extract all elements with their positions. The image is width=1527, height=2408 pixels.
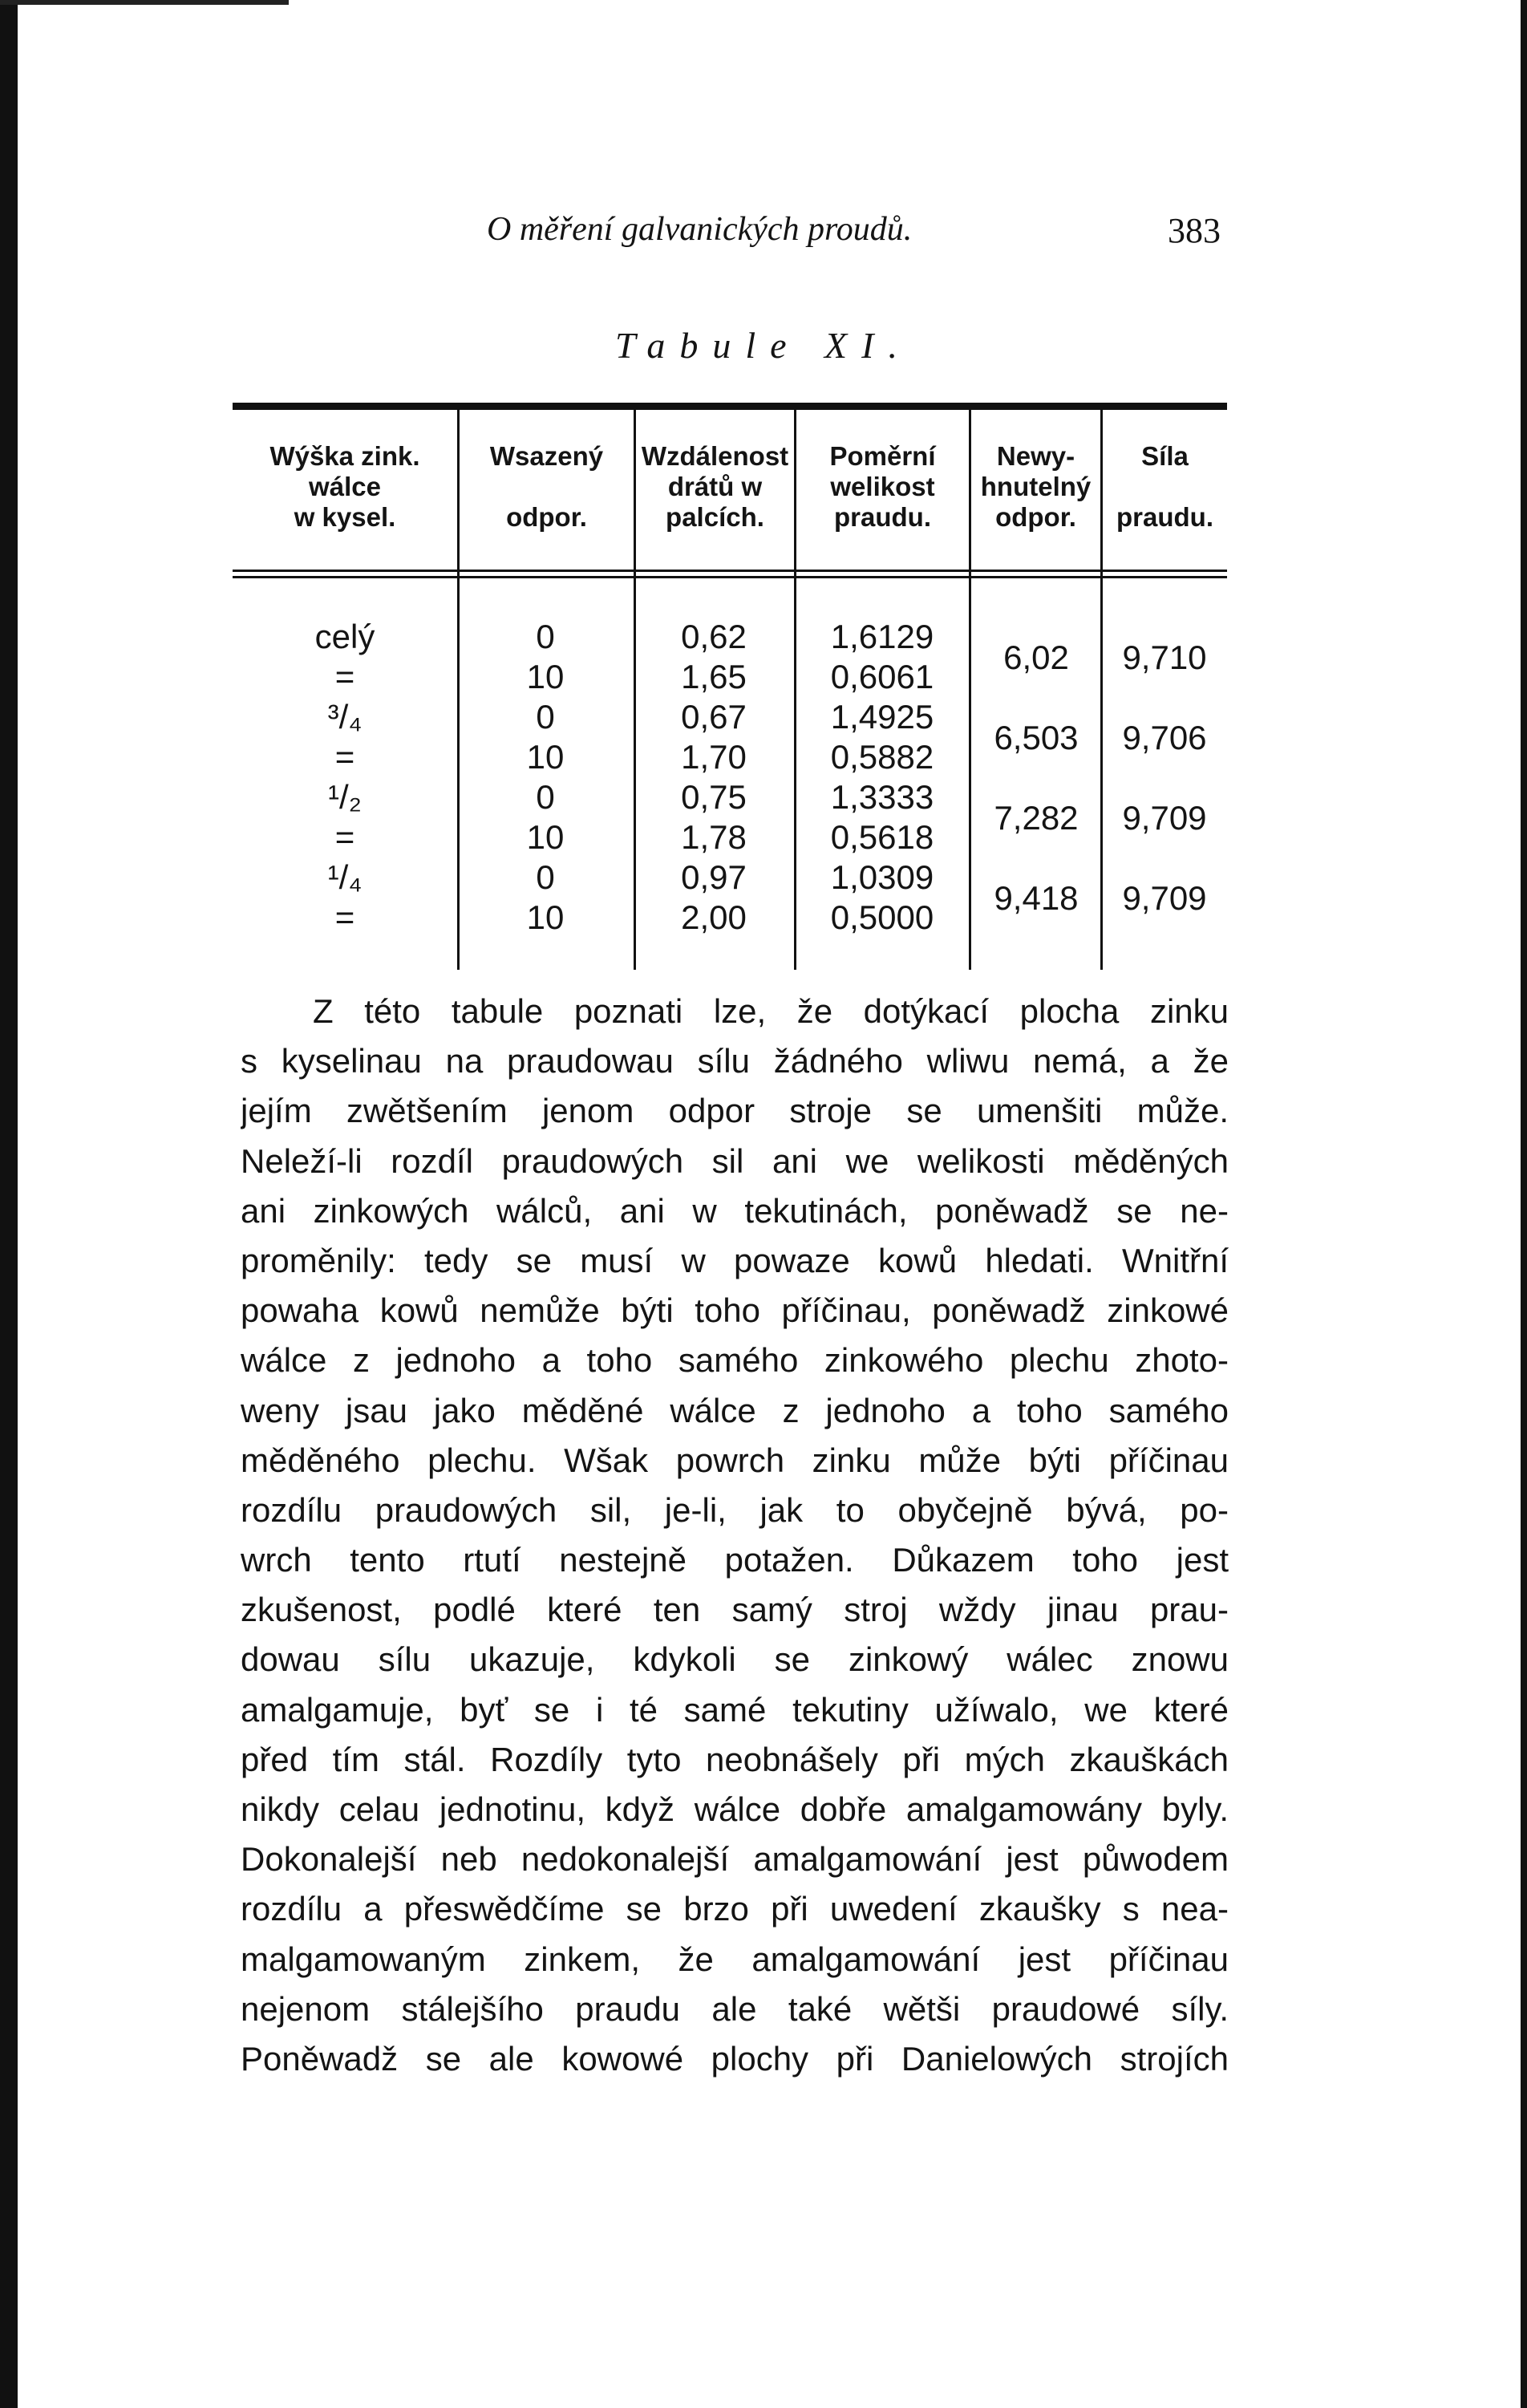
table-cell-ratio: 0,5882 [830,738,934,776]
table-cell-ratio: 1,3333 [830,778,934,816]
table-cell-resistance: 0 [536,698,555,736]
scan-top-edge [0,0,289,5]
text-line: jejím zwětšením jenom odpor stroje se umenšiti může. [241,1092,1229,1130]
table-cell-resistance: 10 [526,658,565,695]
column-header-line [460,472,634,502]
running-title: O měření galvanických proudů. [487,211,913,248]
table-cell-distance: 1,70 [681,738,747,776]
text-line: rozdílu praudowých sil, je-li, jak to obyčejně bývá, po- [241,1490,1229,1529]
column-header-line: w kysel. [294,502,396,532]
table-cell-resistance: 10 [526,818,565,856]
table-cell-ratio: 0,6061 [830,658,934,695]
table-header-rule [233,570,1227,572]
table-cell-force: 9,709 [1122,879,1207,917]
text-line: powaha kowů nemůže býti toho příčinau, poněwadž zinkowé [241,1291,1229,1330]
table-cell-ratio: 1,0309 [830,858,934,896]
table-cell-force: 9,706 [1122,719,1207,756]
table-cell-height: ³/₄ [327,698,363,736]
text-line: před tím stál. Rozdíly tyto neobnášely při mých zkauškách [241,1740,1229,1778]
column-header-line: welikost [830,472,935,501]
page-header [241,210,1235,258]
text-line: dowau sílu ukazuje, kdykoli se zinkowý wálec znowu [241,1640,1229,1679]
text-line: wrch tento rtutí nestejně potažen. Důkazem toho jest [241,1541,1229,1579]
text-line: weny jsau jako měděné wálce z jednoho a toho samého [241,1391,1229,1429]
column-header [233,441,457,533]
table-cell-height: ¹/₄ [327,858,363,896]
table-cell-ratio: 1,4925 [830,698,934,736]
table-cell-resistance: 0 [536,858,555,896]
column-header [460,441,634,533]
table-cell-fixed-resistance: 7,282 [994,799,1079,837]
table-cell-ratio: 1,6129 [830,618,934,655]
text-line: nejenom stálejšího praudu ale také wětši praudowé síly. [241,1989,1229,2028]
table-cell-fixed-resistance: 9,418 [994,879,1079,917]
table-cell-resistance: 10 [526,898,565,936]
column-header-line: Wsazený [489,441,604,471]
column-header [971,441,1100,533]
column-header-line: wálce [309,472,381,501]
text-line: měděného plechu. Wšak powrch zinku může býti příčinau [241,1441,1229,1479]
table-cell-ratio: 0,5618 [830,818,934,856]
page-number: 383 [1168,211,1221,250]
column-header-line: hnutelný [980,472,1092,501]
column-header-line: praudu. [1116,502,1213,532]
column-header-line: drátů w [667,472,763,501]
data-table [233,403,1227,970]
table-cell-height: celý [314,618,375,655]
table-cell-force: 9,710 [1122,638,1207,676]
table-cell-resistance: 0 [536,778,555,816]
column-header [1103,441,1227,533]
table-cell-distance: 0,62 [681,618,747,655]
table-cell-force: 9,709 [1122,799,1207,837]
body-paragraph [241,987,1229,2084]
text-line: amalgamuje, byť se i té samé tekutiny užíwalo, we které [241,1690,1229,1729]
text-line: rozdílu a přeswědčíme se brzo při uwedení zkaušky s nea- [241,1890,1229,1928]
column-header-line: palcích. [666,502,764,532]
table-cell-height: = [334,658,355,695]
table-cell-height: = [334,818,355,856]
table-cell-ratio: 0,5000 [830,898,934,936]
column-header [636,441,794,533]
table-cell-height: ¹/₂ [328,778,362,816]
text-line: s kyselinau na praudowau sílu žádného wliwu nemá, a že [241,1042,1229,1080]
column-header-line: Poměrní [829,441,936,471]
table-title: Tabule XI. [615,325,912,366]
column-header-line: Wýška zink. [269,441,420,471]
column-header-line [1103,472,1227,502]
column-header-line: Newy- [996,441,1075,471]
text-line: Z této tabule poznati lze, že dotýkací plocha zinku [313,992,1229,1030]
text-line: wálce z jednoho a toho samého zinkowého plechu zhoto- [241,1341,1229,1380]
table-cell-fixed-resistance: 6,02 [1003,638,1069,676]
text-line: Neleží-li rozdíl praudowých sil ani we welikosti měděných [241,1141,1229,1180]
text-line: Dokonalejší neb nedokonalejší amalgamowání jest půwodem [241,1840,1229,1879]
table-cell-distance: 1,78 [681,818,747,856]
text-line: Poněwadž se ale kowowé plochy při Danielowých strojích [241,2039,1229,2078]
column-header-line: Síla [1141,441,1189,471]
text-line: zkušenost, podlé které ten samý stroj wždy jinau prau- [241,1591,1229,1629]
table-cell-distance: 1,65 [681,658,747,695]
text-line: proměnily: tedy se musí w powaze kowů hledati. Wnitřní [241,1241,1229,1279]
column-header-line: odpor. [995,502,1076,532]
table-header-rule [233,576,1227,578]
column-header [796,441,969,533]
table-cell-distance: 0,67 [681,698,747,736]
table-cell-resistance: 10 [526,738,565,776]
table-cell-distance: 0,75 [681,778,747,816]
column-header-line: praudu. [834,502,931,532]
column-header-line: Wzdálenost [641,441,789,471]
text-line: malgamowaným zinkem, že amalgamowání jest příčinau [241,1940,1229,1978]
column-header-line: odpor. [506,502,587,532]
text-line: nikdy celau jednotinu, když wálce dobře amalgamowány byly. [241,1790,1229,1828]
table-top-rule [233,403,1227,410]
table-cell-height: = [334,898,355,936]
table-cell-distance: 2,00 [681,898,747,936]
table-cell-height: = [334,738,355,776]
table-cell-fixed-resistance: 6,503 [994,719,1079,756]
text-line: ani zinkowých wálců, ani w tekutinách, poněwadž se ne- [241,1191,1229,1230]
table-cell-resistance: 0 [536,618,555,655]
table-cell-distance: 0,97 [681,858,747,896]
